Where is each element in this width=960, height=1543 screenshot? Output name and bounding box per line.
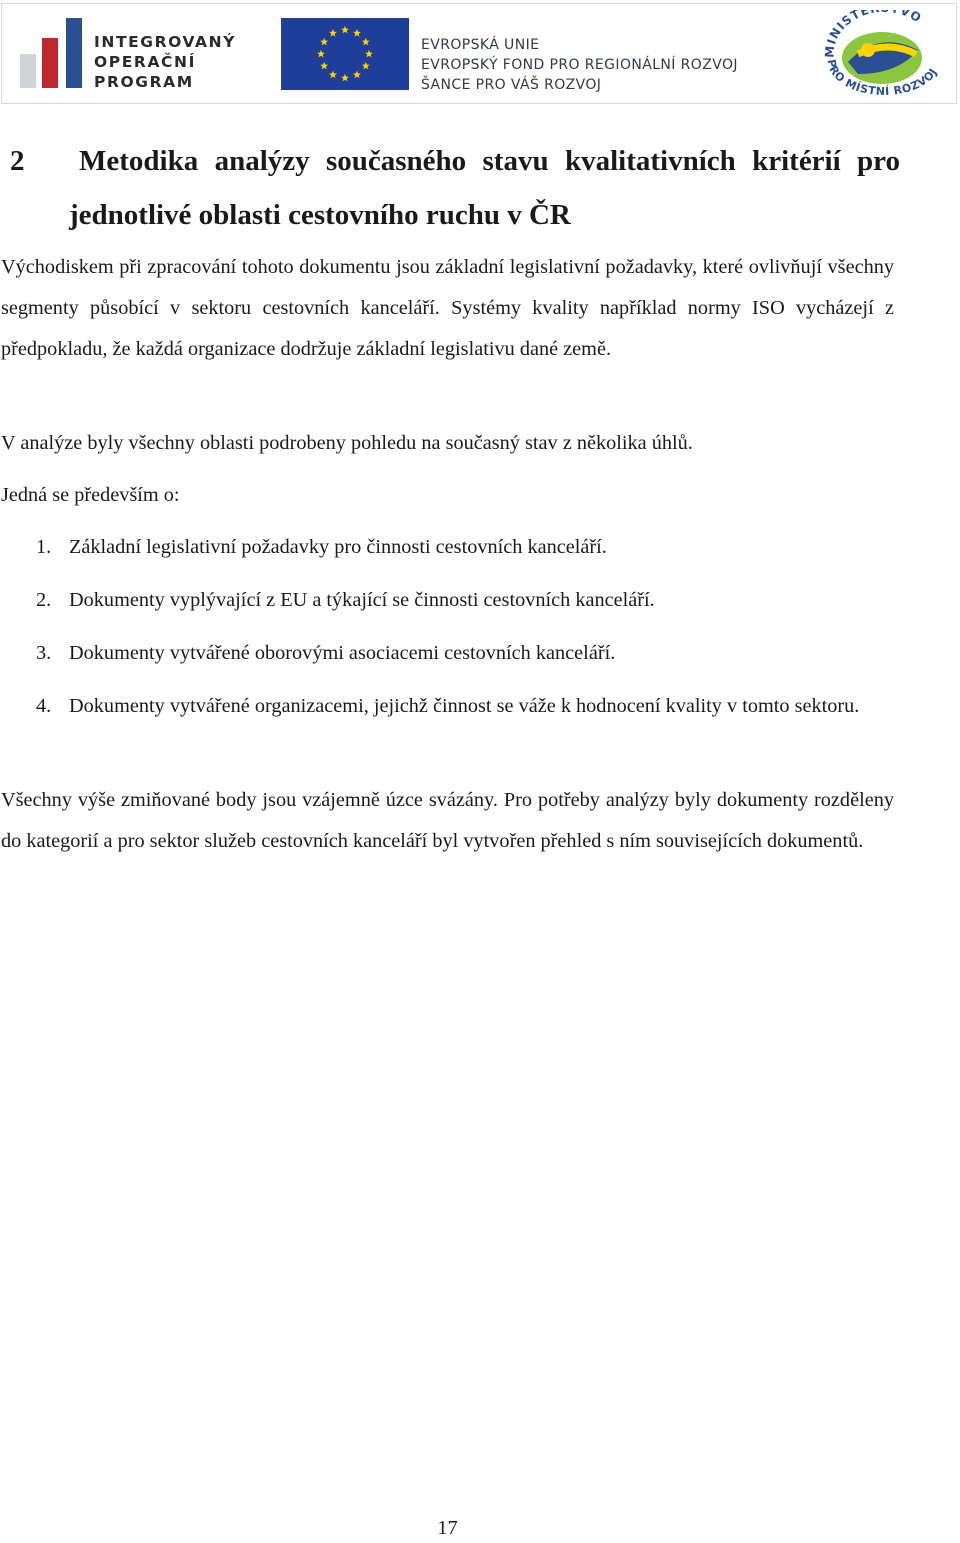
iop-bar-red <box>42 38 58 88</box>
list-item <box>36 527 894 568</box>
eu-star-icon <box>317 50 325 58</box>
eu-star-icon <box>353 71 361 79</box>
eu-line-1: EVROPSKÁ UNIE <box>421 37 540 53</box>
list-item-text: Dokumenty vytvářené oborovými asociacemi cestovních kanceláří. <box>69 642 616 664</box>
mmr-bottom-text: PRO MÍSTNÍ ROZVOJ <box>824 58 940 96</box>
section-number: 2 <box>10 145 25 177</box>
eu-star-icon <box>341 74 349 82</box>
iop-bar-blue <box>66 18 82 88</box>
eu-star-icon <box>320 38 328 46</box>
list-item-text: Základní legislativní požadavky pro činnosti cestovních kanceláří. <box>69 536 607 558</box>
iop-bars-icon <box>18 18 88 90</box>
list-item-number: 4. <box>36 695 52 717</box>
eu-star-icon <box>329 29 337 37</box>
list-item <box>36 686 894 727</box>
eu-flag-icon <box>281 18 409 90</box>
logo-header <box>0 0 960 108</box>
iop-logo-text <box>94 32 236 92</box>
intro-paragraph: Východiskem při zpracování tohoto dokumentu jsou základní legislativní požadavky, které ovlivňují všechny segmenty působící v sektoru cestovních kanceláří. Systémy kvality například normy ISO vycházejí z předpokladu, že každá organizace dodržuje základní legislativu dané země. <box>1 256 894 360</box>
mmr-logo <box>818 10 948 96</box>
iop-logo <box>18 18 248 90</box>
section-heading <box>10 134 900 242</box>
list-intro: Jedná se především o: <box>1 484 180 506</box>
eu-line-3: ŠANCE PRO VÁŠ ROZVOJ <box>421 77 602 93</box>
section-title: Metodika analýzy současného stavu kvalitativních kritérií pro jednotlivé oblasti cestovního ruchu v ČR <box>69 145 900 231</box>
eu-star-icon <box>320 62 328 70</box>
iop-line-1: INTEGROVANÝ <box>94 33 237 51</box>
eu-star-icon <box>341 26 349 34</box>
iop-line-3: PROGRAM <box>94 73 194 91</box>
closing-paragraph: Všechny výše zmiňované body jsou vzájemně úzce svázány. Pro potřeby analýzy byly dokumenty rozděleny do kategorií a pro sektor služeb cestovních kanceláří byl vytvořen přehled s ním souvisejících dokumentů. <box>1 789 894 852</box>
eu-star-icon <box>353 29 361 37</box>
list-item-text: Dokumenty vyplývající z EU a týkající se činnosti cestovních kanceláří. <box>69 589 655 611</box>
eu-logo-text <box>421 35 738 95</box>
iop-line-2: OPERAČNÍ <box>94 53 196 71</box>
document-list <box>36 527 894 727</box>
page-number: 17 <box>437 1517 458 1539</box>
analysis-paragraph: V analýze byly všechny oblasti podrobeny pohledu na současný stav z několika úhlů. <box>1 432 693 454</box>
list-item-text: Dokumenty vytvářené organizacemi, jejichž činnost se váže k hodnocení kvality v tomto sektoru. <box>69 695 860 717</box>
iop-bar-grey <box>20 54 36 88</box>
eu-star-icon <box>365 50 373 58</box>
list-item-number: 3. <box>36 642 52 664</box>
list-item <box>36 633 894 674</box>
list-item-number: 1. <box>36 536 52 558</box>
mmr-top-text: MINISTE VO <box>822 10 925 59</box>
list-item <box>36 580 894 621</box>
eu-stars-icon <box>281 18 409 90</box>
mmr-emblem-icon <box>818 10 948 96</box>
eu-line-2: EVROPSKÝ FOND PRO REGIONÁLNÍ ROZVOJ <box>421 57 738 73</box>
eu-star-icon <box>329 71 337 79</box>
eu-star-icon <box>362 62 370 70</box>
list-item-number: 2. <box>36 589 52 611</box>
eu-star-icon <box>362 38 370 46</box>
